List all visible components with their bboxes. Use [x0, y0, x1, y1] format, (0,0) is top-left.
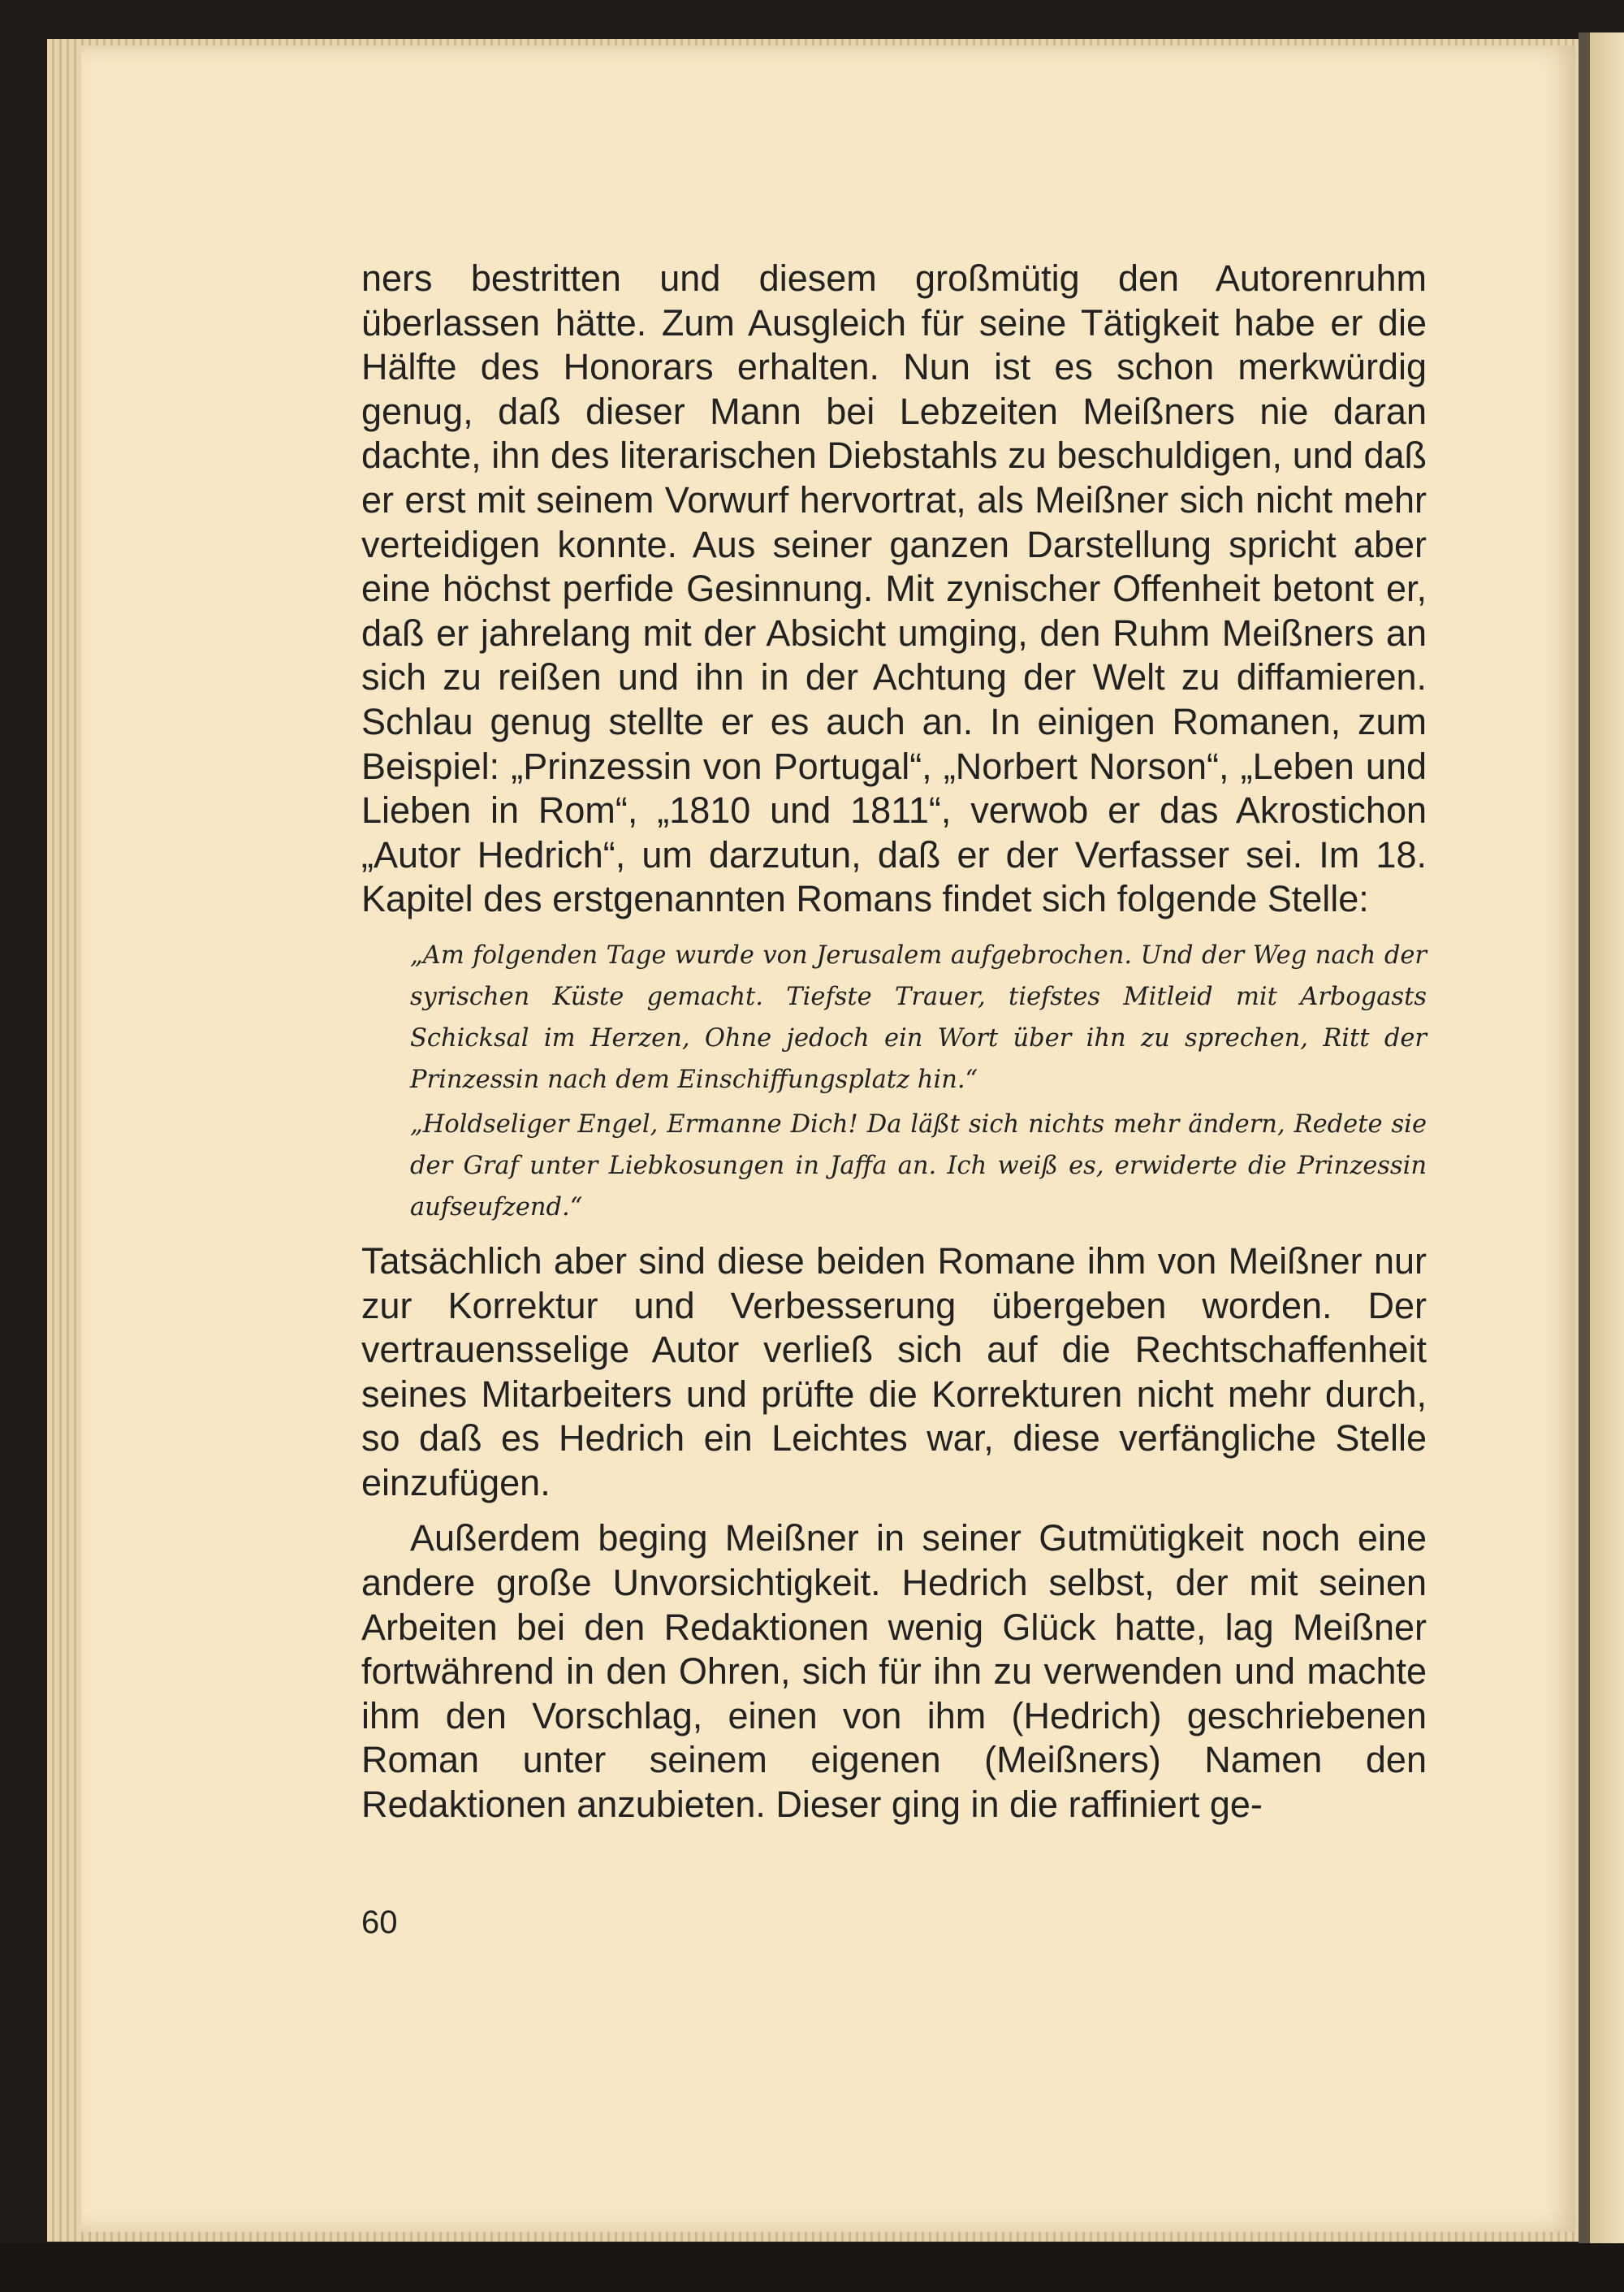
paragraph-1: ners bestritten und diesem großmütig den Autorenruhm überlassen hätte. Zum Ausgleich für seine Tätigkeit habe er die Hälfte des Honorars erhalten. Nun ist es schon merkwürdig genug, daß dieser Mann bei Lebzeiten Meißners nie daran dachte, ihn des literarischen Diebstahls zu beschuldigen, und daß er erst mit seinem Vorwurf hervortrat, als Meißner sich nicht mehr verteidigen konnte. Aus seiner ganzen Darstellung spricht aber eine höchst perfide Gesinnung. Mit zynischer Offenheit betont er, daß er jahrelang mit der Absicht umging, den Ruhm Meißners an sich zu reißen und ihn in der Achtung der Welt zu diffamieren. Schlau genug stellte er es auch an. In einigen Romanen, zum Beispiel: „Prinzessin von Portugal“, „Norbert Norson“, „Leben und Lieben in Rom“, „1810 und 1811“, verwob er das Akrostichon „Autor Hedrich“, um darzutun, daß er der Verfasser sei. Im 18. Kapitel des erstgenannten Romans findet sich folgende Stelle:	[361, 257, 1427, 920]
body-text	[361, 257, 1427, 1827]
block-quote	[361, 935, 1427, 1228]
paragraph-2: Tatsächlich aber sind diese beiden Romane ihm von Meißner nur zur Korrektur und Verbesserung übergeben worden. Der vertrauensselige Autor verließ sich auf die Rechtschaffenheit seines Mitarbeiters und prüfte die Korrekturen nicht mehr durch, so daß es Hedrich ein Leichtes war, diese verfängliche Stelle einzufügen.	[361, 1239, 1427, 1503]
gutter-shadow	[1579, 32, 1590, 2243]
quote-paragraph-2: „Holdseliger Engel, Ermanne Dich! Da läßt sich nichts mehr ändern, Redete sie der Graf unter Liebkosungen in Jaffa an. Ich weiß es, erwiderte die Prinzessin aufseufzend.“	[410, 1109, 1427, 1222]
facing-page-edge	[1590, 32, 1624, 2243]
scan-background	[0, 2243, 1624, 2292]
page-number: 60	[361, 1905, 398, 1940]
paragraph-3: Außerdem beging Meißner in seiner Gutmütigkeit noch eine andere große Unvorsichtigkeit. Hedrich selbst, der mit seinen Arbeiten bei den Redaktionen wenig Glück hatte, lag Meißner fortwährend in den Ohren, sich für ihn zu verwenden und machte ihm den Vorschlag, einen von ihm (Hedrich) geschriebenen Roman unter seinem eigenen (Meißners) Namen den Redaktionen anzubieten. Dieser ging in die raffiniert ge-	[361, 1517, 1427, 1826]
quote-paragraph-1: „Am folgenden Tage wurde von Jerusalem aufgebrochen. Und der Weg nach der syrischen Küste gemacht. Tiefste Trauer, tiefstes Mitleid mit Arbogasts Schicksal im Herzen, Ohne jedoch ein Wort über ihn zu sprechen, Ritt der Prinzessin nach dem Einschiffungsplatz hin.“	[410, 941, 1427, 1094]
